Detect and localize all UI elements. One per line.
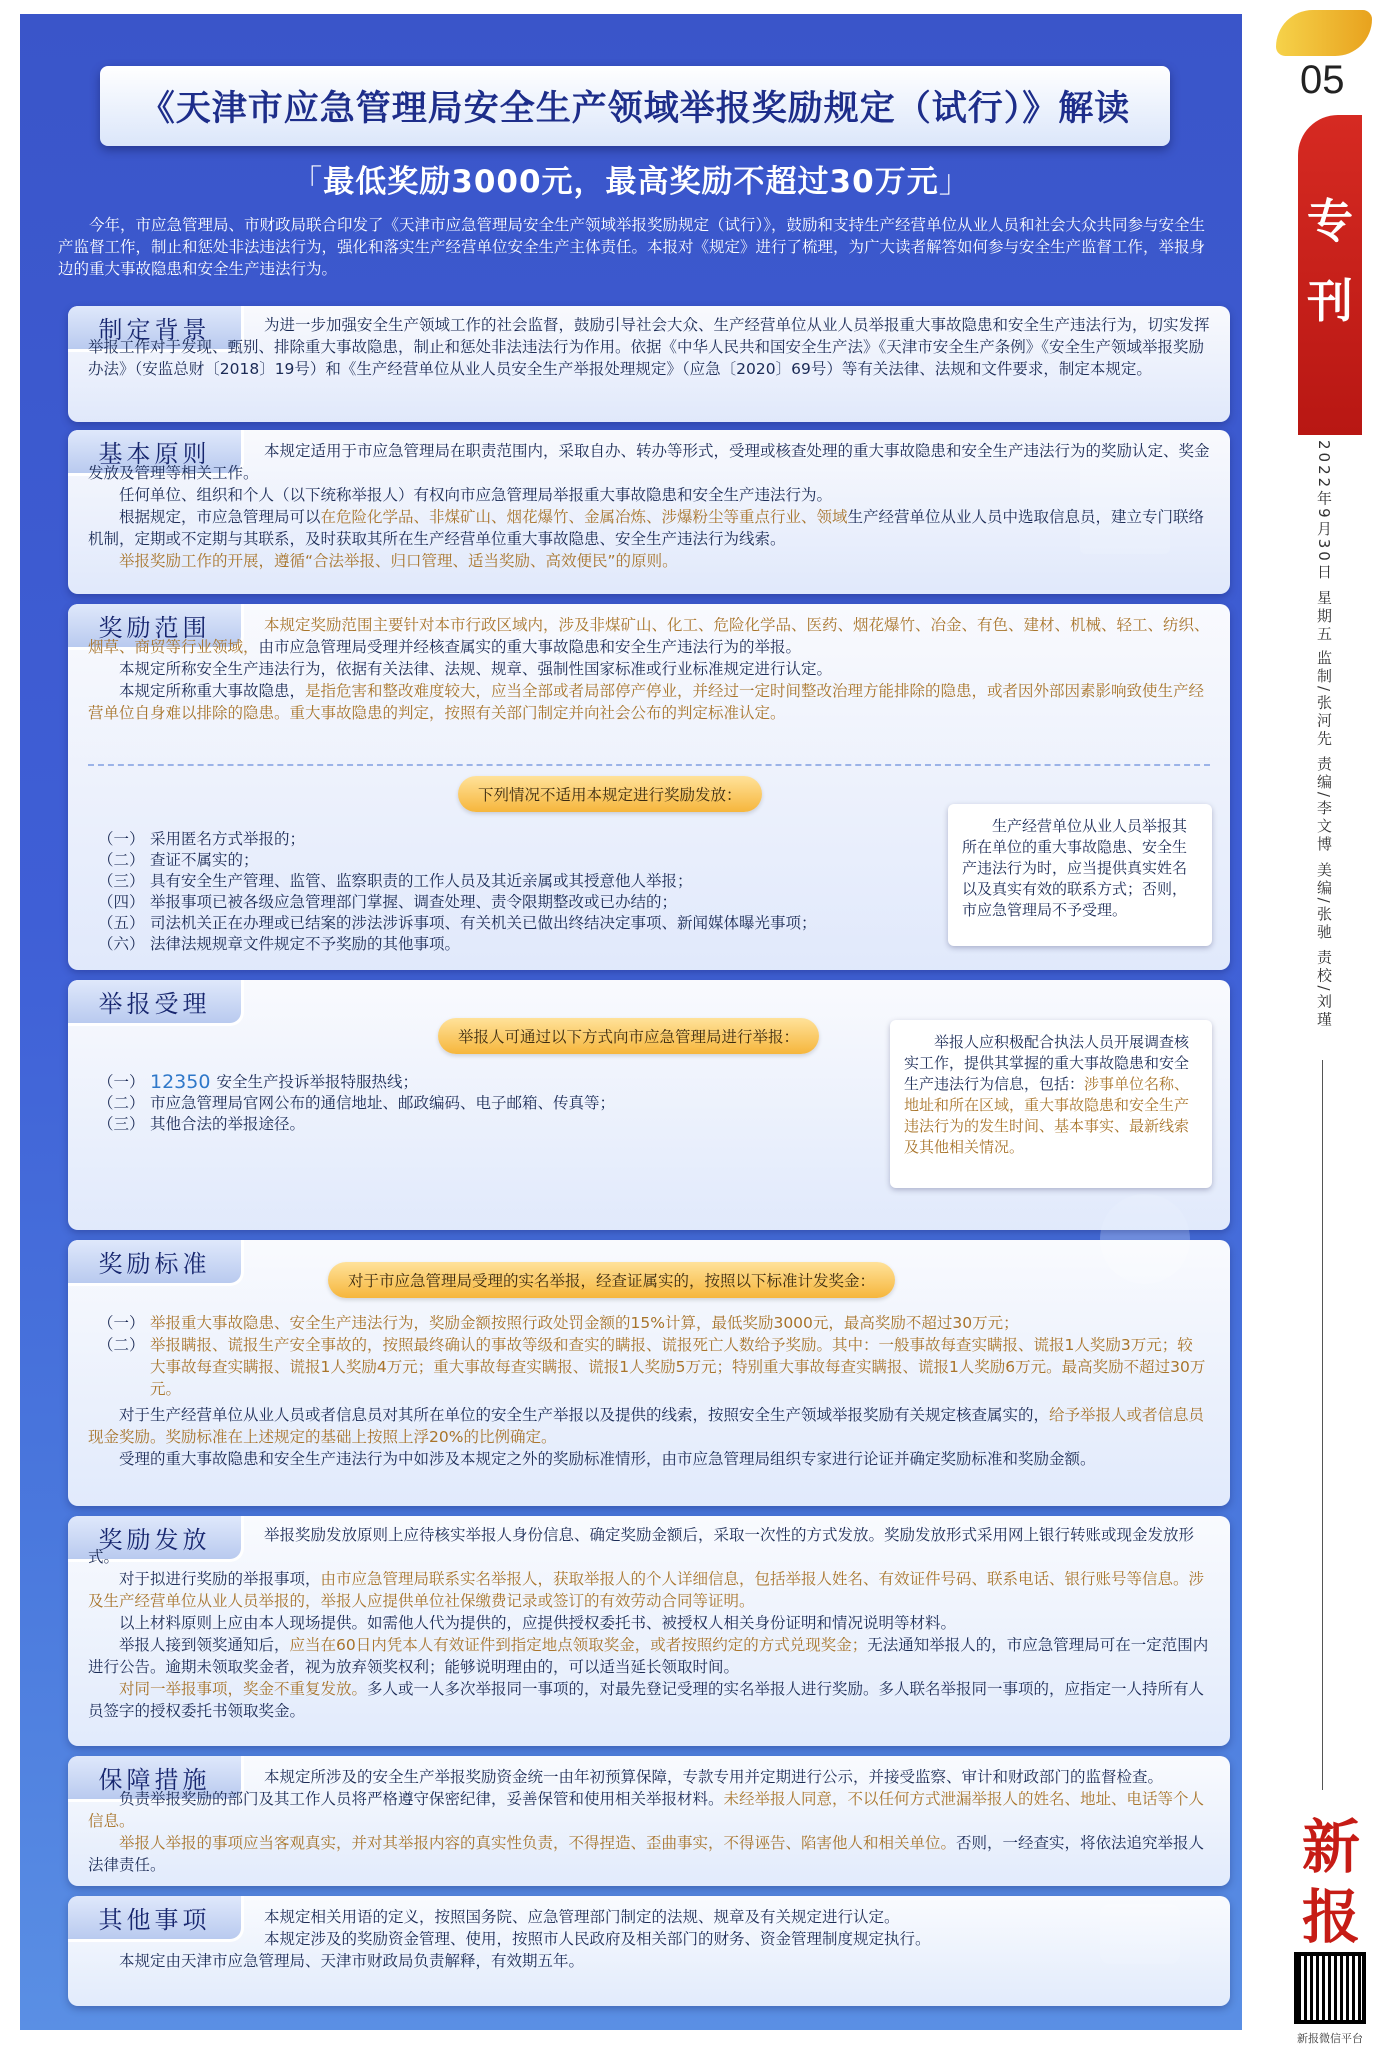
list-item: （二） 市应急管理局官网公布的通信地址、邮政编码、电子邮箱、传真等； <box>98 1094 616 1112</box>
exclusion-list <box>98 829 978 955</box>
standard-paragraph-1: 对于生产经营单位从业人员或者信息员对其所在单位的安全生产举报以及提供的线索，按照安全生产领域举报奖励有关规定核查属实的，给予举报人或者信息员现金奖励。奖励标准在上述规定的基础上按照上浮20%的比例确定。 <box>88 1406 1205 1446</box>
page-title: 《天津市应急管理局安全生产领域举报奖励规定（试行）》解读 <box>139 89 1131 129</box>
principles-paragraph-1: 本规定适用于市应急管理局在职责范围内，采取自办、转办等形式，受理或核查处理的重大事故隐患和安全生产违法行为的奖励认定、奖金发放及管理等相关工作。 <box>88 442 1210 482</box>
main-page <box>20 14 1242 2030</box>
qr-code-icon[interactable] <box>1294 1952 1366 2024</box>
safeguard-paragraph-1: 本规定所涉及的安全生产举报奖励资金统一由年初预算保障，专款专用并定期进行公示，并接受监察、审计和财政部门的监督检查。 <box>264 1768 1164 1786</box>
vertical-rule <box>1322 1060 1323 1790</box>
exclusion-pill: 下列情况不适用本规定进行奖励发放： <box>458 776 762 812</box>
list-item: （一） 12350 安全生产投诉举报特服热线； <box>98 1071 418 1093</box>
payment-paragraph-2: 对于拟进行奖励的举报事项，由市应急管理局联系实名举报人，获取举报人的个人详细信息，包括举报人姓名、有效证件号码、联系电话、银行账号等信息。涉及生产经营单位从业人员举报的，举报人应提供单位社保缴费记录或签订的有效劳动合同等证明。 <box>88 1570 1205 1610</box>
standard-list <box>98 1312 1208 1400</box>
section-tag: 举报受理 <box>68 980 244 1026</box>
issue-date: 2022年9月30日 星期五 <box>1315 440 1333 644</box>
list-item: （二） 查证不属实的； <box>98 851 259 869</box>
section-tag: 保障措施 <box>68 1756 244 1802</box>
list-item: （二） 举报瞒报、谎报生产安全事故的，按照最终确认的事故等级和查实的瞒报、谎报死亡人数给予奖励。其中：一般事故每查实瞒报、谎报1人奖励3万元；较大事故每查实瞒报、谎报1人奖励4万元；重大事故每查实瞒报、谎报1人奖励5万元；特别重大事故每查实瞒报、谎报1人奖励6万元。最高奖励不超过30万元。 <box>98 1336 1206 1398</box>
payment-paragraph-3: 以上材料原则上应由本人现场提供。如需他人代为提供的，应提供授权委托书、被授权人相关身份证明和情况说明等材料。 <box>119 1614 957 1632</box>
other-paragraph-3: 本规定由天津市应急管理局、天津市财政局负责解释，有效期五年。 <box>119 1952 585 1970</box>
section-other <box>68 1896 1230 2006</box>
standard-paragraph-2: 受理的重大事故隐患和安全生产违法行为中如涉及本规定之外的奖励标准情形，由市应急管理局组织专家进行论证并确定奖励标准和奖励金额。 <box>119 1450 1096 1468</box>
section-tag: 基本原则 <box>68 430 244 476</box>
scope-paragraph-3: 本规定所称重大事故隐患，是指危害和整改难度较大，应当全部或者局部停产停业，并经过一定时间整改治理方能排除的隐患，或者因外部因素影响致使生产经营单位自身难以排除的隐患。重大事故隐患的判定，按照有关部门制定并向社会公布的判定标准认定。 <box>88 682 1205 722</box>
principles-paragraph-4: 举报奖励工作的开展，遵循“合法举报、归口管理、适当奖励、高效便民”的原则。 <box>119 552 678 570</box>
list-item: （三） 具有安全生产管理、监管、监察职责的工作人员及其近亲属或其授意他人举报； <box>98 872 693 890</box>
brand-char-1: 新 <box>1301 1813 1360 1881</box>
safeguard-paragraph-3: 举报人举报的事项应当客观真实，并对其举报内容的真实性负责，不得捏造、歪曲事实，不得诬告、陷害他人和相关单位。否则，一经查实，将依法追究举报人法律责任。 <box>88 1834 1205 1874</box>
qr-caption: 新报微信平台 <box>1297 2032 1363 2045</box>
brand-char-2: 报 <box>1301 1883 1360 1951</box>
scope-side-card: 生产经营单位从业人员举报其所在单位的重大事故隐患、安全生产违法行为时，应当提供真实姓名以及真实有效的联系方式；否则，市应急管理局不予受理。 <box>948 804 1212 946</box>
subtitle: 「最低奖励3000元，最高奖励不超过30万元」 <box>291 164 971 200</box>
list-item: （三） 其他合法的举报途径。 <box>98 1115 306 1133</box>
section-acceptance <box>68 980 1230 1230</box>
acceptance-side-card: 举报人应积极配合执法人员开展调查核实工作，提供其掌握的重大事故隐患和安全生产违法行为信息，包括：涉事单位名称、地址和所在区域，重大事故隐患和安全生产违法行为的发生时间、基本事实、最新线索及其他相关情况。 <box>890 1020 1212 1188</box>
list-item: （四） 举报事项已被各级应急管理部门掌握、调查处理、责令限期整改或已办结的； <box>98 893 678 911</box>
payment-paragraph-5: 对同一举报事项，奖金不重复发放。多人或一人多次举报同一事项的，对最先登记受理的实名举报人进行奖励。多人联名举报同一事项的，应指定一人持所有人员签字的授权委托书领取奖金。 <box>88 1680 1205 1720</box>
scope-paragraph-1: 本规定奖励范围主要针对本市行政区域内，涉及非煤矿山、化工、危险化学品、医药、烟花爆竹、冶金、有色、建材、机械、轻工、纺织、烟草、商贸等行业领域，由市应急管理局受理并经核查属实的重大事故隐患和安全生产违法行为的举报。 <box>88 616 1210 656</box>
special-edition-ribbon <box>1298 115 1362 435</box>
dragon-logo-icon <box>1276 10 1372 56</box>
list-item: （一） 举报重大事故隐患、安全生产违法行为，奖励金额按照行政处罚金额的15%计算，最低奖励3000元，最高奖励不超过30万元； <box>98 1314 1019 1332</box>
section-tag: 奖励标准 <box>68 1240 244 1286</box>
channels-list <box>98 1072 718 1135</box>
scope-paragraph-2: 本规定所称安全生产违法行为，依据有关法律、法规、规章、强制性国家标准或行业标准规定进行认定。 <box>119 660 833 678</box>
ribbon-char-1: 专 <box>1307 194 1353 248</box>
right-strip <box>1256 0 1378 2054</box>
safeguard-paragraph-2: 负责举报奖励的部门及其工作人员将严格遵守保密纪律，妥善保管和使用相关举报材料。未经举报人同意，不以任何方式泄漏举报人的姓名、地址、电话等个人信息。 <box>88 1790 1205 1830</box>
section-tag: 制定背景 <box>68 306 244 352</box>
standard-pill: 对于市应急管理局受理的实名举报，经查证属实的，按照以下标准计发奖金： <box>328 1262 895 1298</box>
section-safeguard <box>68 1756 1230 1886</box>
ribbon-char-2: 刊 <box>1307 274 1353 328</box>
subtitle-text: 最低奖励3000元，最高奖励不超过30万元 <box>323 164 939 200</box>
other-paragraph-1: 本规定相关用语的定义，按照国务院、应急管理部门制定的法规、规章及有关规定进行认定。 <box>264 1908 900 1926</box>
section-tag: 奖励发放 <box>68 1516 244 1562</box>
section-standard <box>68 1240 1230 1506</box>
title-box <box>100 66 1170 146</box>
section-background <box>68 306 1230 422</box>
payment-paragraph-4: 举报人接到领奖通知后，应当在60日内凭本人有效证件到指定地点领取奖金，或者按照约定的方式兑现奖金；无法通知举报人的，市应急管理局可在一定范围内进行公告。逾期未领取奖金者，视为放弃领奖权利；能够说明理由的，可以适当延长领取时间。 <box>88 1636 1209 1676</box>
section-payment <box>68 1516 1230 1746</box>
other-paragraph-2: 本规定涉及的奖励资金管理、使用，按照市人民政府及相关部门的财务、资金管理制度规定执行。 <box>264 1930 931 1948</box>
principles-paragraph-3: 根据规定，市应急管理局可以在危险化学品、非煤矿山、烟花爆竹、金属冶炼、涉爆粉尘等重点行业、领域生产经营单位从业人员中选取信息员，建立专门联络机制，定期或不定期与其联系，及时获取其所在生产经营单位重大事故隐患、安全生产违法行为线索。 <box>88 508 1205 548</box>
staff-credits: 监制/张河先 责编/李文博 美编/张驰 责校/刘瑾 <box>1315 650 1333 1030</box>
section-tag: 其他事项 <box>68 1896 244 1942</box>
payment-paragraph-1: 举报奖励发放原则上应待核实举报人身份信息、确定奖励金额后，采取一次性的方式发放。奖励发放形式采用网上银行转账或现金发放形式。 <box>88 1526 1195 1566</box>
background-paragraph: 为进一步加强安全生产领域工作的社会监督，鼓励引导社会大众、生产经营单位从业人员举报重大事故隐患和安全生产违法行为，切实发挥举报工作对于发现、甄别、排除重大事故隐患，制止和惩处非法违法行为作用。依据《中华人民共和国安全生产法》《天津市安全生产条例》《安全生产领域举报奖励办法》（安监总财〔2018〕19号）和《生产经营单位从业人员安全生产举报处理规定》（应急〔2020〕69号）等有关法律、法规和文件要求，制定本规定。 <box>88 316 1210 378</box>
section-principles <box>68 430 1230 594</box>
section-tag: 奖励范围 <box>68 604 244 650</box>
channels-pill: 举报人可通过以下方式向市应急管理局进行举报： <box>438 1018 819 1054</box>
principles-paragraph-2: 任何单位、组织和个人（以下统称举报人）有权向市应急管理局举报重大事故隐患和安全生产违法行为。 <box>119 486 833 504</box>
list-item: （一） 采用匿名方式举报的； <box>98 830 306 848</box>
list-item: （六） 法律法规规章文件规定不予奖励的其他事项。 <box>98 935 461 953</box>
page-number: 05 <box>1300 58 1345 102</box>
intro-paragraph: 今年，市应急管理局、市财政局联合印发了《天津市应急管理局安全生产领域举报奖励规定（试行）》，鼓励和支持生产经营单位从业人员和社会大众共同参与安全生产监督工作，制止和惩处非法违法行为，强化和落实生产经营单位安全生产主体责任。本报对《规定》进行了梳理，为广大读者解答如何参与安全生产监督工作，举报身边的重大事故隐患和安全生产违法行为。 <box>58 216 1206 278</box>
section-scope <box>68 604 1230 970</box>
dashed-divider <box>88 764 1210 766</box>
list-item: （五） 司法机关正在办理或已结案的涉法涉诉事项、有关机关已做出终结决定事项、新闻媒体曝光事项； <box>98 914 817 932</box>
